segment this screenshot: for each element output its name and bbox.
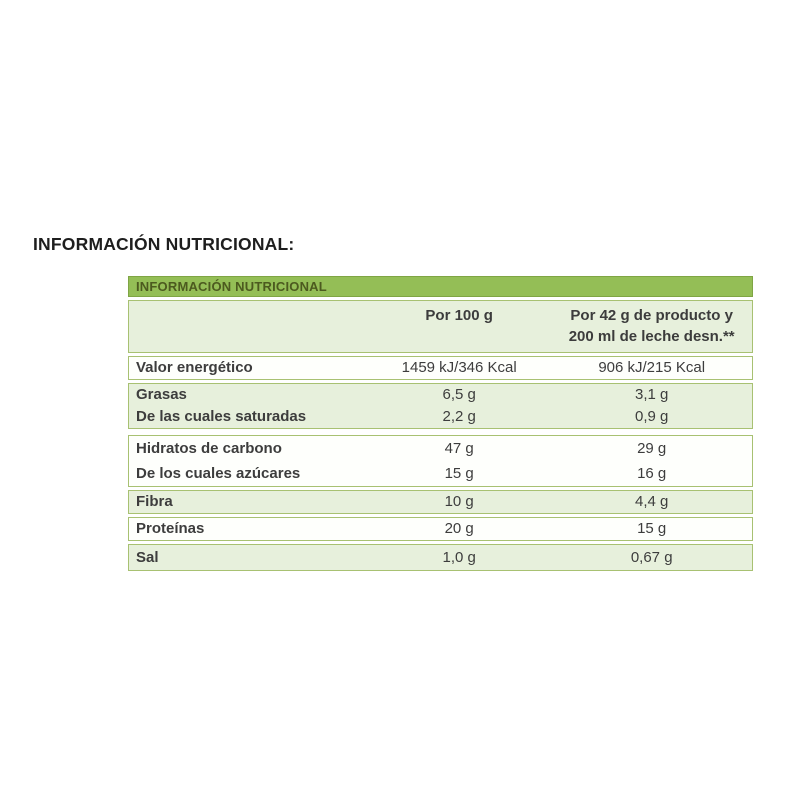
section-energy xyxy=(128,356,753,380)
per-serving-value: 16 g xyxy=(637,465,667,482)
per-serving-value: 15 g xyxy=(637,520,667,537)
column-header-empty xyxy=(129,305,367,347)
nutrition-table xyxy=(128,276,753,571)
table-row xyxy=(129,518,752,540)
per-serving-value: 0,67 g xyxy=(630,549,673,566)
per-100g-value: 6,5 g xyxy=(442,386,476,403)
per-100g-value: 20 g xyxy=(444,520,474,537)
per-serving-value: 906 kJ/215 Kcal xyxy=(598,359,706,376)
section-salt xyxy=(128,544,753,571)
per-100g-value: 15 g xyxy=(444,465,474,482)
nutrient-label: De los cuales azúcares xyxy=(136,465,301,482)
table-row xyxy=(129,545,752,570)
per-serving-value: 29 g xyxy=(637,440,667,457)
table-row xyxy=(129,357,752,379)
nutrient-label: Valor energético xyxy=(136,359,253,376)
nutrient-label: Grasas xyxy=(136,386,187,403)
table-title-bar: INFORMACIÓN NUTRICIONAL xyxy=(128,276,753,297)
table-row xyxy=(129,436,752,461)
nutrient-label: Fibra xyxy=(136,493,173,510)
per-100g-value: 1459 kJ/346 Kcal xyxy=(401,359,517,376)
column-header-row xyxy=(129,305,752,347)
table-row xyxy=(129,491,752,513)
per-100g-value: 1,0 g xyxy=(442,549,476,566)
section-proteins xyxy=(128,517,753,541)
table-row xyxy=(129,406,752,428)
nutrient-label: Proteínas xyxy=(136,520,205,537)
column-header-per-serving-line2: 200 ml de leche desn.** xyxy=(568,328,735,345)
column-header-per-serving-line1: Por 42 g de producto y xyxy=(570,307,733,324)
section-fiber xyxy=(128,490,753,514)
per-100g-value: 10 g xyxy=(444,493,474,510)
per-serving-value: 0,9 g xyxy=(635,408,669,425)
column-header-per-serving xyxy=(551,305,752,347)
per-serving-value: 4,4 g xyxy=(635,493,669,510)
nutrient-label: De las cuales saturadas xyxy=(136,408,307,425)
nutrient-label: Sal xyxy=(136,549,159,566)
section-fats xyxy=(128,383,753,429)
page-title: INFORMACIÓN NUTRICIONAL: xyxy=(33,234,295,254)
per-100g-value: 2,2 g xyxy=(442,408,476,425)
column-header-section xyxy=(128,300,753,353)
table-row xyxy=(129,461,752,486)
per-100g-value: 47 g xyxy=(444,440,474,457)
per-serving-value: 3,1 g xyxy=(635,386,669,403)
section-carbohydrates xyxy=(128,435,753,487)
nutrient-label: Hidratos de carbono xyxy=(136,440,282,457)
column-header-per-100g: Por 100 g xyxy=(425,307,493,324)
table-row xyxy=(129,384,752,406)
